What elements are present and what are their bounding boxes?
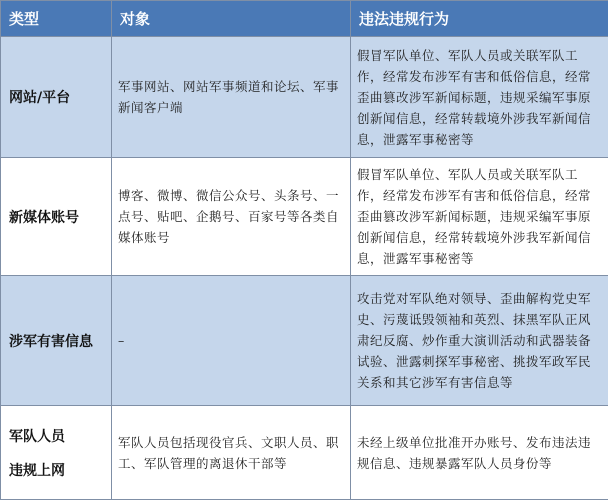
row-behavior: 假冒军队单位、军队人员或关联军队工作，经常发布涉军有害和低俗信息，经常歪曲篡改涉军新闻标题，违规采编军事原创新闻信息，经常转载境外涉我军新闻信息，泄露军事秘密等 bbox=[351, 158, 608, 276]
row-type-line1: 军队人员 bbox=[9, 429, 65, 445]
table-header-row bbox=[1, 1, 608, 37]
row-type: 网站/平台 bbox=[1, 37, 112, 158]
row-type-line2: 违规上网 bbox=[9, 460, 111, 480]
header-type: 类型 bbox=[1, 1, 112, 37]
row-behavior: 攻击党对军队绝对领导、歪曲解构党史军史、污蔑诋毁领袖和英烈、抹黑军队正风肃纪反腐、炒作重大演训活动和武器装备试验、泄露刺探军事秘密、挑拨军政军民关系和其它涉军有害信息等 bbox=[351, 276, 608, 406]
row-behavior: 未经上级单位批准开办账号、发布违法违规信息、违规暴露军队人员身份等 bbox=[351, 406, 608, 500]
table-row bbox=[1, 37, 608, 158]
row-behavior: 假冒军队单位、军队人员或关联军队工作，经常发布涉军有害和低俗信息，经常歪曲篡改涉军新闻标题，违规采编军事原创新闻信息，经常转载境外涉我军新闻信息，泄露军事秘密等 bbox=[351, 37, 608, 158]
row-object: 军事网站、网站军事频道和论坛、军事新闻客户端 bbox=[112, 37, 351, 158]
row-type: 涉军有害信息 bbox=[1, 276, 112, 406]
row-object: 博客、微博、微信公众号、头条号、一点号、贴吧、企鹅号、百家号等各类自媒体账号 bbox=[112, 158, 351, 276]
header-object: 对象 bbox=[112, 1, 351, 37]
row-type bbox=[1, 406, 112, 500]
table-row bbox=[1, 158, 608, 276]
header-behavior: 违法违规行为 bbox=[351, 1, 608, 37]
row-type: 新媒体账号 bbox=[1, 158, 112, 276]
table-row bbox=[1, 406, 608, 500]
row-object: – bbox=[112, 276, 351, 406]
table-row bbox=[1, 276, 608, 406]
row-object: 军队人员包括现役官兵、文职人员、职工、军队管理的离退休干部等 bbox=[112, 406, 351, 500]
